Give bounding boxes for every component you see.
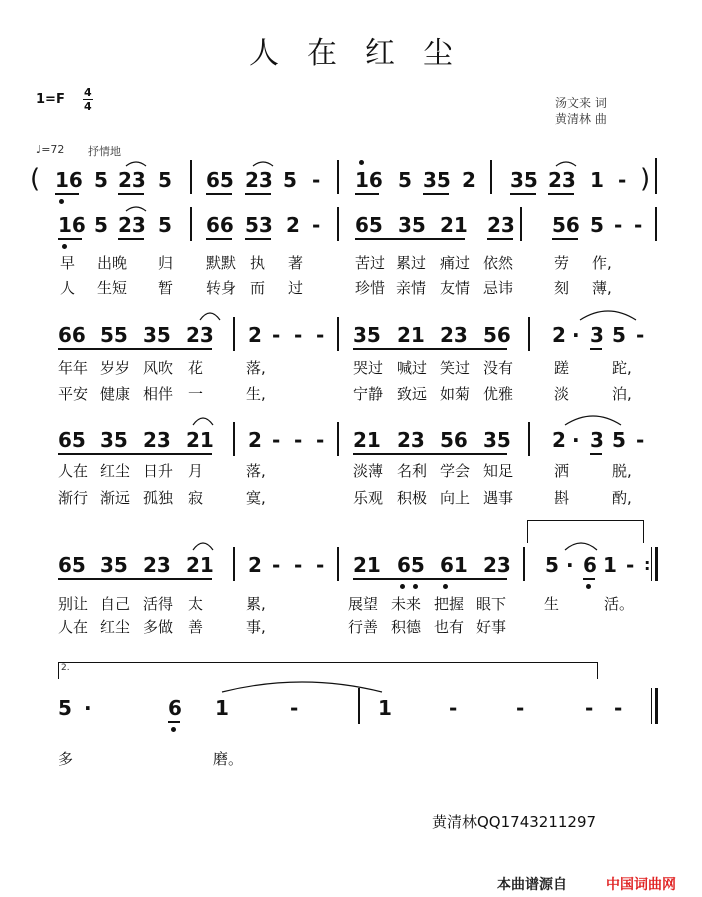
note: 23 (143, 428, 171, 452)
slur (193, 418, 213, 425)
meter-bottom: 4 (84, 100, 92, 113)
note: 55 (100, 323, 128, 347)
note: 2 (248, 323, 262, 347)
note: - (618, 168, 627, 192)
lyric: 积德 (391, 618, 422, 636)
lyric: 名利 (397, 462, 428, 480)
note: 21 (397, 323, 425, 347)
note: 23 (245, 168, 273, 192)
note: · (566, 553, 574, 577)
lyric: 一 (188, 385, 204, 403)
note: · (84, 696, 92, 720)
note: - (516, 696, 525, 720)
lyric: 人在 (58, 618, 89, 636)
lyric: 太 (188, 595, 204, 613)
lyric: 珍惜 (355, 279, 386, 297)
lyric: 忌讳 (483, 279, 514, 297)
lyric: 友情 (440, 279, 471, 297)
note: - (316, 553, 325, 577)
note: - (316, 323, 325, 347)
lyric: 展望 (348, 595, 379, 613)
lyric: 刻 (554, 279, 570, 297)
note: - (614, 213, 623, 237)
lyric: 执 (250, 254, 266, 272)
note: 5 (545, 553, 559, 577)
note: 5 (94, 168, 108, 192)
page-title: 人在红尘 (249, 36, 481, 71)
lyric: 多做 (143, 618, 174, 636)
lyric: 知足 (483, 462, 514, 480)
note: 56 (440, 428, 468, 452)
note: 1 (603, 553, 617, 577)
lyric: 哭过 (353, 359, 384, 377)
lyric: 红尘 (100, 462, 131, 480)
lyric: 归 (158, 254, 174, 272)
note: 16 (355, 168, 383, 192)
lyric: 泊, (612, 385, 632, 403)
lyric: 未来 (391, 595, 422, 613)
note: 35 (398, 213, 426, 237)
lyric: 活得 (143, 595, 174, 613)
repeat-dots: : (644, 555, 651, 574)
tempo: ♩=72 (36, 143, 65, 156)
lyric: 学会 (440, 462, 471, 480)
note: 35 (510, 168, 538, 192)
note: 53 (245, 213, 273, 237)
note: · (572, 323, 580, 347)
note: 65 (58, 553, 86, 577)
lyric: 跎, (612, 359, 632, 377)
lyric: 脱, (612, 462, 632, 480)
key-signature: 1=F (36, 92, 65, 107)
note: 5 (283, 168, 297, 192)
signature: 黄清林QQ1743211297 (432, 813, 597, 831)
expression: 抒情地 (88, 145, 121, 158)
slur (556, 162, 576, 166)
note: 5 (590, 213, 604, 237)
note: 5 (398, 168, 412, 192)
lyric: 人 (60, 279, 76, 297)
lyric: 过 (288, 279, 304, 297)
lyric: 劳 (554, 254, 570, 272)
note: 23 (143, 553, 171, 577)
lyric: 淡 (554, 385, 570, 403)
slur (126, 207, 146, 211)
note: 65 (397, 553, 425, 577)
note: 66 (58, 323, 86, 347)
slur (253, 162, 273, 166)
note: 1 (215, 696, 229, 720)
note: - (634, 213, 643, 237)
note: 61 (440, 553, 468, 577)
lyric: 遇事 (483, 489, 514, 507)
lyric: 花 (188, 359, 204, 377)
note: 21 (353, 428, 381, 452)
lyric: 乐观 (353, 489, 384, 507)
note: 1 (378, 696, 392, 720)
lyric: 红尘 (100, 618, 131, 636)
slur (200, 313, 220, 320)
lyric: 孤独 (143, 489, 174, 507)
lyric: 行善 (348, 618, 379, 636)
lyric: 著 (288, 254, 304, 272)
lyric: 眼下 (476, 595, 507, 613)
repeat-close-paren: ) (640, 164, 651, 194)
note: 23 (440, 323, 468, 347)
note: 65 (355, 213, 383, 237)
note: - (316, 428, 325, 452)
note: 23 (186, 323, 214, 347)
note: - (449, 696, 458, 720)
lyric: 生短 (97, 279, 128, 297)
lyric: 渐行 (58, 489, 89, 507)
note: 6 (168, 696, 182, 720)
slur (126, 162, 146, 166)
note: 2 (552, 323, 566, 347)
note: 23 (487, 213, 515, 237)
note: 5 (94, 213, 108, 237)
lyric: 宁静 (353, 385, 384, 403)
lyric: 依然 (483, 254, 514, 272)
lyric: 别让 (58, 595, 89, 613)
lyric: 作, (592, 254, 612, 272)
lyric: 渐远 (100, 489, 131, 507)
lyric: 没有 (483, 359, 514, 377)
note: 5 (612, 323, 626, 347)
lyric: 事, (246, 618, 266, 636)
lyric: 暂 (158, 279, 174, 297)
volta-2-label: 2. (61, 663, 70, 673)
lyric: 出晚 (97, 254, 128, 272)
lyric: 好事 (476, 618, 507, 636)
lyric: 累过 (396, 254, 427, 272)
lyric: 落, (246, 359, 266, 377)
note: 66 (206, 213, 234, 237)
note: 2 (248, 553, 262, 577)
note: 65 (206, 168, 234, 192)
lyric: 酌, (612, 489, 632, 507)
note: - (272, 553, 281, 577)
lyric: 转身 (206, 279, 237, 297)
lyric: 把握 (434, 595, 465, 613)
note: 21 (440, 213, 468, 237)
note: 5 (612, 428, 626, 452)
lyric: 优雅 (483, 385, 514, 403)
meter-top: 4 (84, 86, 92, 99)
lyric: 也有 (434, 618, 465, 636)
lyric: 淡薄 (353, 462, 384, 480)
note: 21 (186, 553, 214, 577)
footer-source-label: 本曲谱源自 (497, 877, 567, 893)
note: 6 (583, 553, 597, 577)
lyric: 岁岁 (100, 359, 131, 377)
note: - (272, 428, 281, 452)
note: 16 (58, 213, 86, 237)
lyric: 累, (246, 595, 266, 613)
lyric: 致远 (397, 385, 428, 403)
lyric: 多 (58, 750, 74, 768)
lyric: 薄, (592, 279, 612, 297)
lyric: 年年 (58, 359, 89, 377)
note: 21 (353, 553, 381, 577)
tie (222, 682, 382, 692)
note: 3 (590, 323, 604, 347)
note: 35 (100, 553, 128, 577)
note: 56 (552, 213, 580, 237)
note: 35 (423, 168, 451, 192)
lyric: 善 (188, 618, 204, 636)
note: - (626, 553, 635, 577)
lyric: 默默 (206, 254, 237, 272)
note: 35 (353, 323, 381, 347)
lyric: 平安 (58, 385, 89, 403)
composer: 黄清林 曲 (555, 112, 607, 126)
lyric: 活。 (604, 595, 635, 613)
slur (565, 543, 597, 550)
lyric: 洒 (554, 462, 570, 480)
lyric: 相伴 (143, 385, 174, 403)
slur (193, 543, 213, 550)
lyric: 而 (250, 279, 266, 297)
note: - (294, 428, 303, 452)
lyric: 笑过 (440, 359, 471, 377)
lyric: 寞, (246, 489, 266, 507)
slur (580, 311, 636, 320)
note: 23 (118, 168, 146, 192)
note: 16 (55, 168, 83, 192)
lyric: 斟 (554, 489, 570, 507)
lyric: 积极 (397, 489, 428, 507)
note: 5 (158, 168, 172, 192)
note: - (614, 696, 623, 720)
repeat-open-paren: ( (30, 164, 41, 194)
note: - (294, 553, 303, 577)
lyricist: 汤文来 词 (555, 96, 607, 110)
note: 5 (158, 213, 172, 237)
note: 3 (590, 428, 604, 452)
note: 5 (58, 696, 72, 720)
note: - (585, 696, 594, 720)
note: 2 (462, 168, 476, 192)
note: - (272, 323, 281, 347)
note: 2 (248, 428, 262, 452)
lyric: 人在 (58, 462, 89, 480)
note: 56 (483, 323, 511, 347)
lyric: 痛过 (440, 254, 471, 272)
note: 35 (100, 428, 128, 452)
lyric: 月 (188, 462, 204, 480)
note: - (636, 428, 645, 452)
note: 23 (397, 428, 425, 452)
note: 65 (58, 428, 86, 452)
lyric: 健康 (100, 385, 131, 403)
lyric: 落, (246, 462, 266, 480)
lyric: 早 (60, 254, 76, 272)
note: - (636, 323, 645, 347)
note: 1 (590, 168, 604, 192)
note: · (572, 428, 580, 452)
lyric: 如菊 (440, 385, 471, 403)
note: 2 (552, 428, 566, 452)
note: 23 (548, 168, 576, 192)
note: 2 (286, 213, 300, 237)
lyric: 喊过 (397, 359, 428, 377)
lyric: 自己 (100, 595, 131, 613)
lyric: 生, (246, 385, 266, 403)
note: - (290, 696, 299, 720)
lyric: 磨。 (213, 750, 244, 768)
lyric: 蹉 (554, 359, 570, 377)
note: 35 (143, 323, 171, 347)
note: 35 (483, 428, 511, 452)
lyric: 日升 (143, 462, 174, 480)
lyric: 寂 (188, 489, 204, 507)
note: - (294, 323, 303, 347)
lyric: 亲情 (396, 279, 427, 297)
note: 23 (483, 553, 511, 577)
lyric: 向上 (440, 489, 471, 507)
lyric: 苦过 (355, 254, 386, 272)
note: 23 (118, 213, 146, 237)
note: - (312, 213, 321, 237)
note: 21 (186, 428, 214, 452)
note: - (312, 168, 321, 192)
lyric: 风吹 (143, 359, 174, 377)
slur (565, 416, 621, 425)
lyric: 生 (544, 595, 560, 613)
footer-site-link[interactable]: 中国词曲网 (606, 877, 676, 893)
